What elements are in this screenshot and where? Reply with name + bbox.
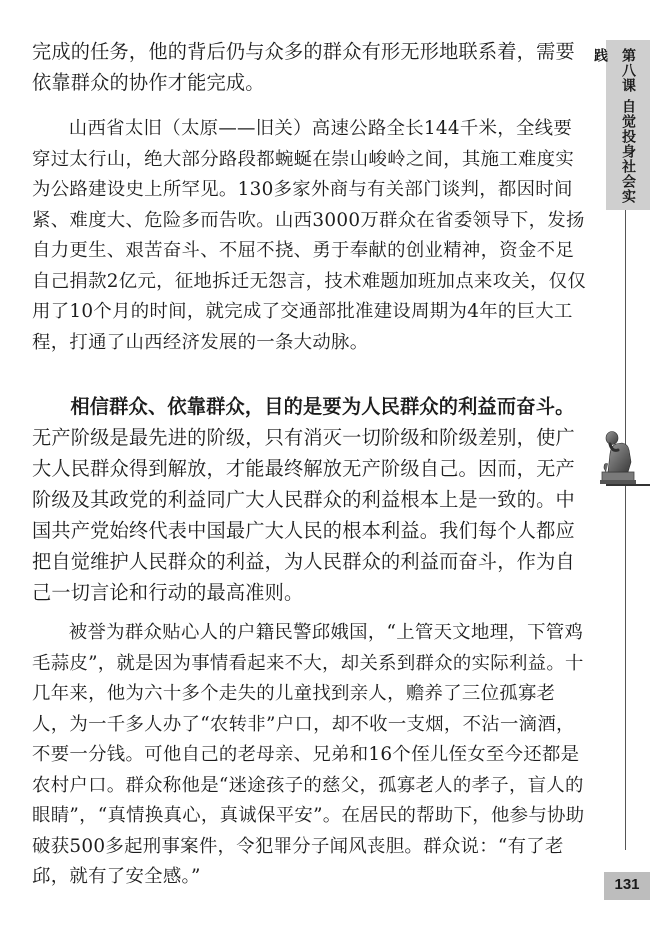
- case-taijiu-highway: 山西省太旧（太原——旧关）高速公路全长144千米，全线要穿过太行山，绝大部分路段都蜿蜒在崇山峻岭之间，其施工难度实为公路建设史上所罕见。130多家外商与有关部门谈判，都因时间紧、难度大、危险多而告吹。山西3000万群众在省委领导下，发扬自力更生、艰苦奋斗、不屈不挠、勇于奉献的创业精神，资金不足自己捐款2亿元，征地拆迁无怨言，技术难题加班加点来攻关，仅仅用了10个月的时间，就完成了交通部批准建设周期为4年的巨大工程，打通了山西经济发展的一条大动脉。: [32, 118, 587, 353]
- chapter-tab: [592, 40, 650, 210]
- page-number-box: [604, 872, 650, 900]
- intro-paragraph: 完成的任务，他的背后仍与众多的群众有形无形地联系着，需要依靠群众的协作才能完成。: [32, 40, 575, 94]
- lesson-title: 自觉投身社会实践: [592, 48, 636, 204]
- lesson-number: 第八课: [620, 48, 636, 93]
- page-number: 131: [614, 876, 640, 893]
- margin-vertical-line: [625, 210, 626, 850]
- principle-text: 无产阶级是最先进的阶级，只有消灭一切阶级和阶级差别，使广大人民群众得到解放，才能最终解放无产阶级自己。因而，无产阶级及其政党的利益同广大人民群众的利益根本上是一致的。中国共产党始终代表中国最广大人民的根本利益。我们每个人都应把自觉维护人民群众的利益，为人民群众的利益而奋斗，作为自己一切言论和行动的最高准则。: [32, 426, 575, 604]
- principle-paragraph: [32, 391, 590, 608]
- chapter-tab-text: [592, 48, 642, 210]
- thinker-statue-icon: [598, 410, 638, 486]
- principle-lead: 相信群众、依靠群众，目的是要为人民群众的利益而奋斗。: [70, 395, 575, 418]
- case-qiu-eguo: 被誉为群众贴心人的户籍民警邱娥国，“上管天文地理，下管鸡毛蒜皮”，就是因为事情看起来不大，却关系到群众的实际利益。十几年来，他为六十多个走失的儿童找到亲人，赡养了三位孤寡老人，为一千多人办了“农转非”户口，却不收一支烟，不沾一滴酒，不要一分钱。可他自己的老母亲、兄弟和16个侄儿侄女至今还都是农村户口。群众称他是“迷途孩子的慈父，孤寡老人的孝子，盲人的眼睛”，“真情换真心，真诚保平安”。在居民的帮助下，他参与协助破获500多起刑事案件，令犯罪分子闻风丧胆。群众说：“有了老邱，就有了安全感。”: [32, 622, 585, 887]
